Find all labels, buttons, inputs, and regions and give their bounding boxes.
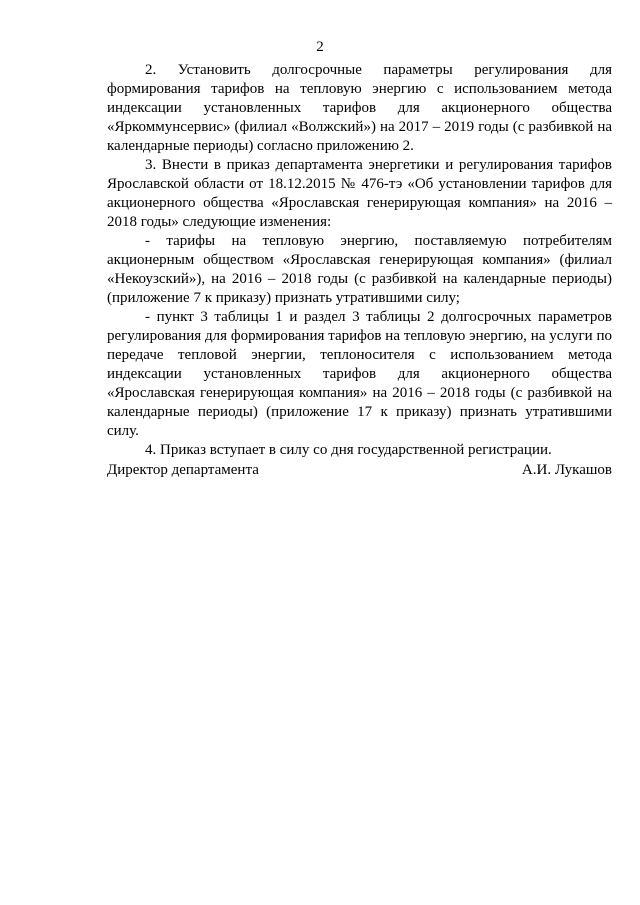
paragraph-sub-item-tariffs: - тарифы на тепловую энергию, поставляемую потребителям акционерным обществом «Ярославская генерирующая компания» (филиал «Некоузский»), на 2016 – 2018 годы (с разбивкой на календарные периоды) (приложение 7 к приказу) признать утратившими силу; — [107, 233, 612, 306]
page-number: 2 — [316, 39, 324, 55]
paragraph-sub-item-parameters: - пункт 3 таблицы 1 и раздел 3 таблицы 2 долгосрочных параметров регулирования для формирования тарифов на тепловую энергию, на услуги по передаче тепловой энергии, теплоносителя с использованием метода индексации установленных тарифов для акционерного общества «Ярославская генерирующая компания» на 2016 – 2018 годы (с разбивкой на календарные периоды) (приложение 17 к приказу) признать утратившими силу. — [107, 309, 612, 439]
paragraph-item-2: 2. Установить долгосрочные параметры регулирования для формирования тарифов на тепловую энергию с использованием метода индексации установленных тарифов для акционерного общества «Яркоммунсервис» (филиал «Волжский») на 2017 – 2019 годы (с разбивкой на календарные периоды) согласно приложению 2. — [107, 62, 612, 154]
signatory-position: Директор департамента — [107, 462, 259, 478]
paragraph-item-3: 3. Внести в приказ департамента энергетики и регулирования тарифов Ярославской области от 18.12.2015 № 476-тэ «Об установлении тарифов для акционерного общества «Ярославская генерирующая компания» на 2016 – 2018 годы» следующие изменения: — [107, 157, 612, 230]
signature-block — [107, 461, 612, 480]
paragraph-item-4: 4. Приказ вступает в силу со дня государственной регистрации. — [145, 442, 552, 458]
signatory-name: А.И. Лукашов — [521, 462, 612, 478]
document-body — [107, 61, 612, 460]
